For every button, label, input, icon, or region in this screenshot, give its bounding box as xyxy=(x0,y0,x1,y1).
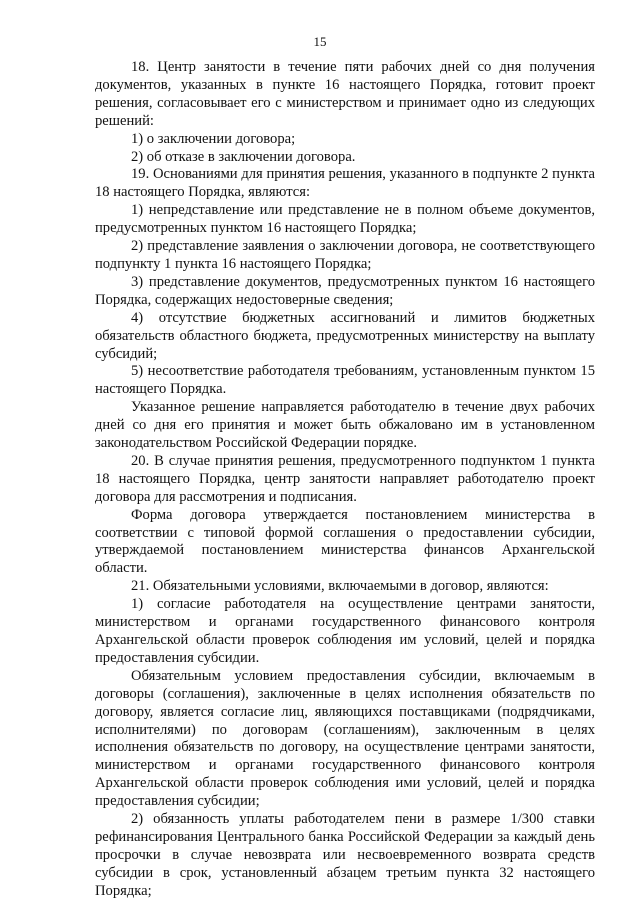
paragraph: 20. В случае принятия решения, предусмотренного подпунктом 1 пункта 18 настоящего Порядка, центр занятости направляет работодателю проект договора для рассмотрения и подписания. xyxy=(95,452,595,505)
paragraph: 21. Обязательными условиями, включаемыми в договор, являются: xyxy=(131,578,549,595)
paragraph: 18. Центр занятости в течение пяти рабочих дней со дня получения документов, указанных в пункте 16 настоящего Порядка, готовит проект решения, согласовывает его с министерством и принимает одно из следующих решений: xyxy=(95,59,595,129)
paragraph: 1) непредставление или представление не в полном объеме документов, предусмотренных пунктом 16 настоящего Порядка; xyxy=(95,202,595,237)
document-body xyxy=(95,59,595,901)
page-number: 15 xyxy=(313,34,327,49)
paragraph: Указанное решение направляется работодателю в течение двух рабочих дней со дня его принятия и может быть обжаловано им в установленном законодательством Российской Федерации порядке. xyxy=(95,399,595,452)
paragraph: 19. Основаниями для принятия решения, указанного в подпункте 2 пункта 18 настоящего Порядка, являются: xyxy=(95,166,595,201)
paragraph: 1) согласие работодателя на осуществление центрами занятости, министерством и органами государственного финансового контроля Архангельской области проверок соблюдения им условий, целей и порядка предоставления субсидии. xyxy=(95,596,595,666)
paragraph: 1) о заключении договора; xyxy=(131,130,296,147)
paragraph: 2) представление заявления о заключении договора, не соответствующего подпункту 1 пункта 16 настоящего Порядка; xyxy=(95,238,595,272)
paragraph: 5) несоответствие работодателя требованиям, установленным пунктом 15 настоящего Порядка. xyxy=(95,363,595,398)
paragraph: Обязательным условием предоставления субсидии, включаемым в договоры (соглашения), заключенные в целях исполнения обязательств по договору, является согласие лиц, являющихся поставщиками (подрядчиками, исполнителями) по договорам (соглашениям), заключенным в целях исполнения обязательств по договору, на осуществление центрами занятости, министерством и органами государственного финансового контроля Архангельской области проверок соблюдения ими условий, целей и порядка предоставления субсидии; xyxy=(95,667,595,810)
paragraph: 4) отсутствие бюджетных ассигнований и лимитов бюджетных обязательств областного бюджета, предусмотренных министерству на выплату субсидий; xyxy=(95,309,595,362)
paragraph: 2) об отказе в заключении договора. xyxy=(131,148,356,165)
paragraph: 3) представление документов, предусмотренных пунктом 16 настоящего Порядка, содержащих недостоверные сведения; xyxy=(95,273,595,308)
paragraph: Форма договора утверждается постановлением министерства в соответствии с типовой формой соглашения о предоставлении субсидии, утверждаемой постановлением министерства финансов Архангельской области. xyxy=(95,506,595,577)
paragraph: 2) обязанность уплаты работодателем пени в размере 1/300 ставки рефинансирования Центрального банка Российской Федерации за каждый день просрочки в случае невозврата или несвоевременного возврата средств субсидии в срок, установленный абзацем третьим пункта 32 настоящего Порядка; xyxy=(95,811,595,899)
